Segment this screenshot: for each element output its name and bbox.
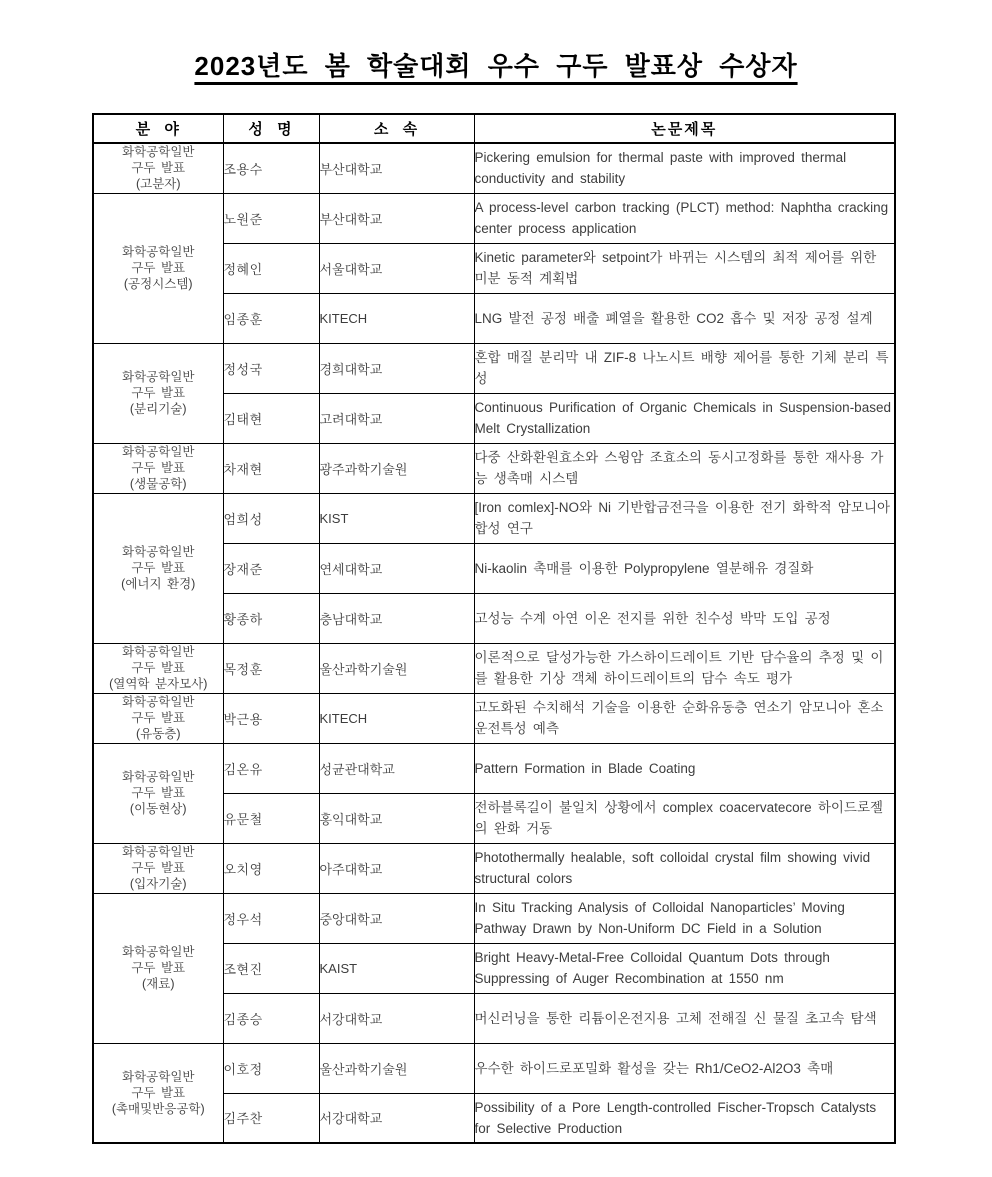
paper-title-cell: LNG 발전 공정 배출 폐열을 활용한 CO2 흡수 및 저장 공정 설계 <box>474 293 895 343</box>
field-line: 화학공학일반 <box>122 370 195 384</box>
field-cell <box>93 343 223 443</box>
affiliation-cell: 고려대학교 <box>319 393 474 443</box>
name-cell: 김태현 <box>223 393 319 443</box>
table-row <box>93 893 895 943</box>
field-cell <box>93 843 223 893</box>
affiliation-cell: KIST <box>319 493 474 543</box>
field-line: 화학공학일반 <box>122 445 195 459</box>
affiliation-cell: 성균관대학교 <box>319 743 474 793</box>
field-cell <box>93 193 223 343</box>
table-row <box>93 643 895 693</box>
page-title: 2023년도 봄 학술대회 우수 구두 발표상 수상자 <box>194 51 798 81</box>
field-cell <box>93 893 223 1043</box>
table-row <box>93 693 895 743</box>
field-cell <box>93 443 223 493</box>
field-cell <box>93 1043 223 1143</box>
name-cell: 조용수 <box>223 143 319 193</box>
field-line: 화학공학일반 <box>122 245 195 259</box>
field-cell <box>93 493 223 643</box>
field-cell <box>93 743 223 843</box>
field-line: (열역학 분자모사) <box>109 677 208 691</box>
paper-title-cell: 전하블록길이 불일치 상황에서 complex coacervatecore 하이드로젤의 완화 거동 <box>474 793 895 843</box>
affiliation-cell: KITECH <box>319 293 474 343</box>
paper-title-cell: Pickering emulsion for thermal paste with improved thermal conductivity and stability <box>474 143 895 193</box>
field-line: 화학공학일반 <box>122 545 195 559</box>
paper-title-cell: Kinetic parameter와 setpoint가 바뀌는 시스템의 최적 제어를 위한 미분 동적 계획법 <box>474 243 895 293</box>
field-line: 구두 발표 <box>131 961 186 975</box>
affiliation-cell: 부산대학교 <box>319 143 474 193</box>
name-cell: 황종하 <box>223 593 319 643</box>
field-line: 구두 발표 <box>131 861 186 875</box>
table-row <box>93 843 895 893</box>
paper-title-cell: Possibility of a Pore Length-controlled Fischer-Tropsch Catalysts for Selective Production <box>474 1093 895 1143</box>
field-line: (공정시스템) <box>123 277 193 291</box>
field-line: 화학공학일반 <box>122 145 195 160</box>
affiliation-cell: 연세대학교 <box>319 543 474 593</box>
field-line: (유동층) <box>135 727 181 741</box>
affiliation-cell: 서울대학교 <box>319 243 474 293</box>
paper-title-cell: 혼합 매질 분리막 내 ZIF-8 나노시트 배향 제어를 통한 기체 분리 특성 <box>474 343 895 393</box>
field-line: 구두 발표 <box>131 386 186 400</box>
header-row <box>93 114 895 143</box>
affiliation-cell: 아주대학교 <box>319 843 474 893</box>
name-cell: 김주찬 <box>223 1093 319 1143</box>
field-line: 화학공학일반 <box>122 695 195 709</box>
field-line: 구두 발표 <box>131 261 186 275</box>
awards-table-body <box>93 143 895 1143</box>
name-cell: 목정훈 <box>223 643 319 693</box>
field-line: (재료) <box>142 977 175 991</box>
paper-title-cell: 이론적으로 달성가능한 가스하이드레이트 기반 담수율의 추정 및 이를 활용한 기상 객체 하이드레이트의 담수 속도 평가 <box>474 643 895 693</box>
paper-title-cell: 고도화된 수치해석 기술을 이용한 순화유동층 연소기 암모니아 혼소 운전특성 예측 <box>474 693 895 743</box>
paper-title-cell: Continuous Purification of Organic Chemicals in Suspension-based Melt Crystallization <box>474 393 895 443</box>
field-line: 구두 발표 <box>131 161 186 176</box>
table-row <box>93 143 895 193</box>
table-row <box>93 443 895 493</box>
table-row <box>93 493 895 543</box>
field-line: 구두 발표 <box>131 786 186 800</box>
name-cell: 차재현 <box>223 443 319 493</box>
field-line: (고분자) <box>135 177 181 192</box>
name-cell: 유문철 <box>223 793 319 843</box>
header-field: 분 야 <box>93 114 223 143</box>
field-line: 화학공학일반 <box>122 845 195 859</box>
name-cell: 임종훈 <box>223 293 319 343</box>
table-row <box>93 343 895 393</box>
field-cell <box>93 643 223 693</box>
field-line: 구두 발표 <box>131 1085 186 1100</box>
name-cell: 오치영 <box>223 843 319 893</box>
affiliation-cell: 서강대학교 <box>319 993 474 1043</box>
field-cell <box>93 143 223 193</box>
paper-title-cell: 우수한 하이드로포밀화 활성을 갖는 Rh1/CeO2-Al2O3 촉매 <box>474 1043 895 1093</box>
name-cell: 정성국 <box>223 343 319 393</box>
field-line: 구두 발표 <box>131 711 186 725</box>
table-row <box>93 193 895 243</box>
affiliation-cell: 광주과학기술원 <box>319 443 474 493</box>
header-affiliation: 소 속 <box>319 114 474 143</box>
affiliation-cell: KAIST <box>319 943 474 993</box>
affiliation-cell: 서강대학교 <box>319 1093 474 1143</box>
paper-title-cell: In Situ Tracking Analysis of Colloidal Nanoparticles’ Moving Pathway Drawn by Non-Uniform DC Field in a Solution <box>474 893 895 943</box>
name-cell: 정혜인 <box>223 243 319 293</box>
field-line: 화학공학일반 <box>122 1069 195 1084</box>
name-cell: 박근용 <box>223 693 319 743</box>
paper-title-cell: [Iron comlex]-NO와 Ni 기반합금전극을 이용한 전기 화학적 암모니아 합성 연구 <box>474 493 895 543</box>
paper-title-cell: Pattern Formation in Blade Coating <box>474 743 895 793</box>
paper-title-cell: Bright Heavy-Metal-Free Colloidal Quantum Dots through Suppressing of Auger Recombination at 1550 nm <box>474 943 895 993</box>
affiliation-cell: KITECH <box>319 693 474 743</box>
paper-title-cell: Photothermally healable, soft colloidal crystal film showing vivid structural colors <box>474 843 895 893</box>
header-name: 성 명 <box>223 114 319 143</box>
field-line: 화학공학일반 <box>122 645 195 659</box>
field-line: (촉매및반응공학) <box>111 1101 205 1116</box>
affiliation-cell: 부산대학교 <box>319 193 474 243</box>
name-cell: 이호정 <box>223 1043 319 1093</box>
affiliation-cell: 경희대학교 <box>319 343 474 393</box>
field-cell <box>93 693 223 743</box>
name-cell: 정우석 <box>223 893 319 943</box>
paper-title-cell: A process-level carbon tracking (PLCT) method: Naphtha cracking center process application <box>474 193 895 243</box>
field-line: 구두 발표 <box>131 461 186 475</box>
name-cell: 조현진 <box>223 943 319 993</box>
name-cell: 엄희성 <box>223 493 319 543</box>
field-line: (생물공학) <box>129 477 187 491</box>
affiliation-cell: 울산과학기술원 <box>319 1043 474 1093</box>
paper-title-cell: 머신러닝을 통한 리튬이온전지용 고체 전해질 신 물질 초고속 탐색 <box>474 993 895 1043</box>
field-line: 화학공학일반 <box>122 770 195 784</box>
name-cell: 김온유 <box>223 743 319 793</box>
field-line: (분리기술) <box>129 402 187 416</box>
table-row <box>93 1043 895 1093</box>
name-cell: 장재준 <box>223 543 319 593</box>
field-line: 구두 발표 <box>131 661 186 675</box>
name-cell: 노원준 <box>223 193 319 243</box>
paper-title-cell: 고성능 수계 아연 이온 전지를 위한 친수성 박막 도입 공정 <box>474 593 895 643</box>
field-line: 화학공학일반 <box>122 945 195 959</box>
affiliation-cell: 울산과학기술원 <box>319 643 474 693</box>
affiliation-cell: 충남대학교 <box>319 593 474 643</box>
affiliation-cell: 중앙대학교 <box>319 893 474 943</box>
field-line: (입자기술) <box>129 877 187 891</box>
field-line: 구두 발표 <box>131 561 186 575</box>
field-line: (에너지 환경) <box>121 577 196 591</box>
table-row <box>93 743 895 793</box>
affiliation-cell: 홍익대학교 <box>319 793 474 843</box>
header-paper-title: 논문제목 <box>474 114 895 143</box>
awards-table <box>92 113 896 1144</box>
paper-title-cell: 다중 산화환원효소와 스윙암 조효소의 동시고정화를 통한 재사용 가능 생촉매 시스템 <box>474 443 895 493</box>
name-cell: 김종승 <box>223 993 319 1043</box>
field-line: (이동현상) <box>129 802 187 816</box>
paper-title-cell: Ni-kaolin 촉매를 이용한 Polypropylene 열분해유 경질화 <box>474 543 895 593</box>
